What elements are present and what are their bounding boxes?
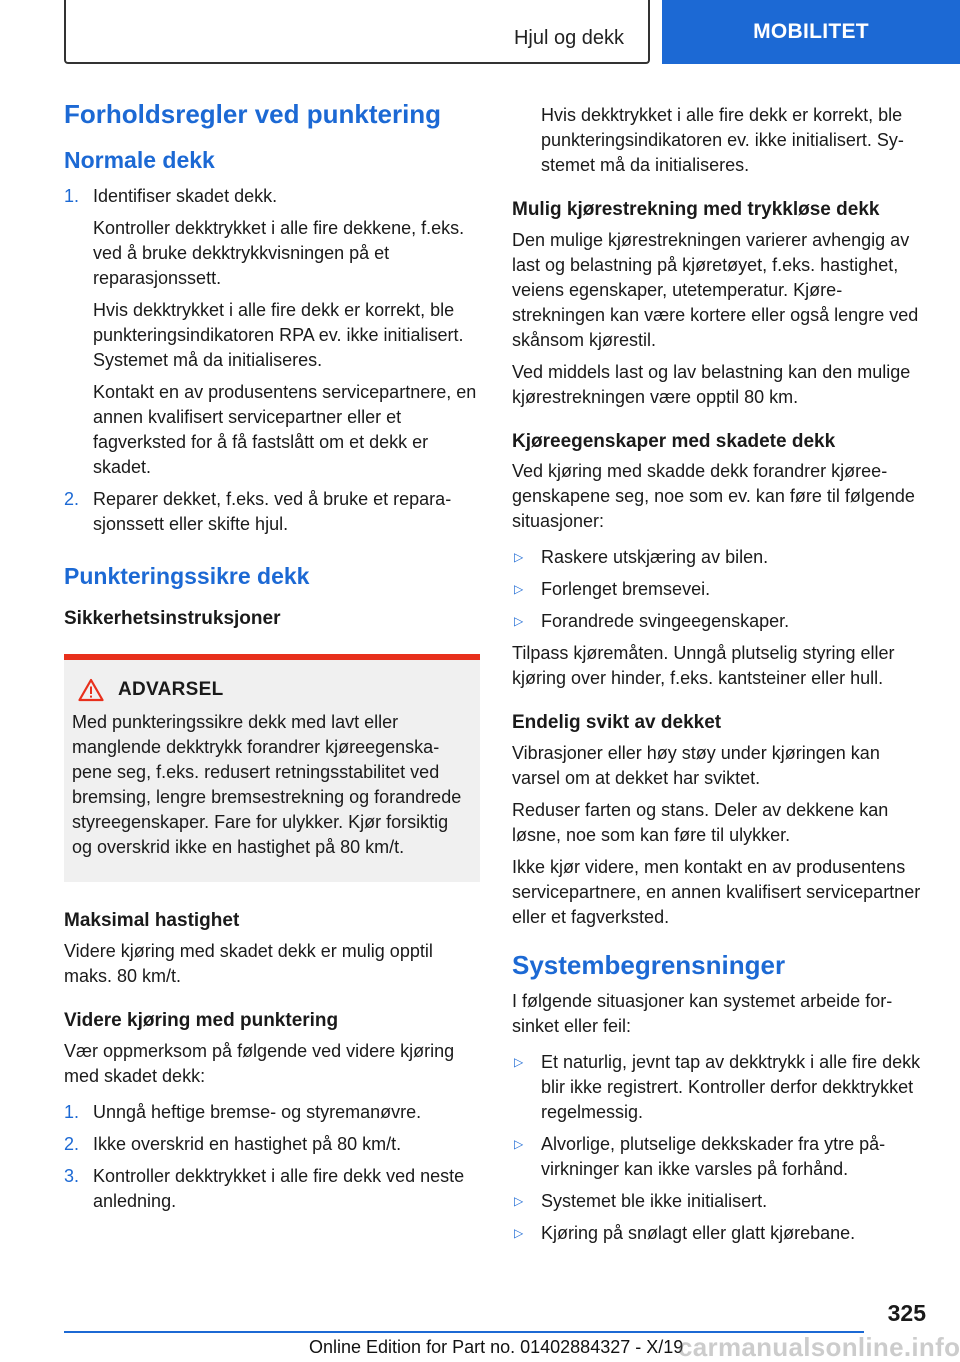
list-item	[512, 1132, 928, 1182]
paragraph: Hvis dekktrykket i alle fire dekk er korrekt, ble punkteringsindikatoren ev. ikke initialisert. Systemet må da initialiseres.	[541, 105, 904, 175]
warning-box	[64, 654, 480, 882]
paragraph: Videre kjøring med skadet dekk er mulig opptil maks. 80 km/t.	[64, 940, 433, 986]
safety-heading: Sikkerhetsinstruksjoner	[64, 607, 281, 629]
list-number: 3.	[64, 1165, 80, 1186]
paragraph: Ved kjøring med skadde dekk forandrer kjøreegenskapene seg, noe som ev. kan føre til følgende situasjoner:	[512, 461, 915, 532]
runflat-heading: Punkteringssikre dekk	[64, 562, 310, 589]
paragraph: I følgende situasjoner kan systemet arbeide forsinket eller feil:	[512, 990, 893, 1036]
list-text: Forlenget bremsevei.	[541, 579, 711, 600]
header-section-box	[64, 0, 650, 64]
triangle-bullet-icon: ▷	[514, 1136, 524, 1151]
continue-driving-heading: Videre kjøring med punktering	[64, 1009, 339, 1031]
list-item	[64, 1100, 480, 1125]
paragraph: Tilpass kjøremåten. Unngå plutselig styring eller kjøring over hinder, f.eks. kantsteiner eller hull.	[512, 643, 895, 689]
warning-triangle-icon	[78, 678, 104, 702]
max-speed-heading: Maksimal hastighet	[64, 910, 240, 932]
normal-tyres-heading: Normale dekk	[64, 146, 215, 173]
distance-heading: Mulig kjørestrekning med trykkløse dekk	[512, 199, 880, 220]
handling-heading: Kjøreegenskaper med skadete dekk	[512, 430, 836, 452]
list-text: Reparer dekket, f.eks. ved å bruke et reparasjonssett eller skifte hjul.	[93, 488, 452, 534]
list-text: Et naturlig, jevnt tap av dekktrykk i alle fire dekk blir ikke registrert. Kontroller derfor dekktrykket regelmessig.	[541, 1051, 921, 1122]
triangle-bullet-icon: ▷	[514, 1193, 524, 1208]
paragraph: Ikke kjør videre, men kontakt en av produsentens servicepartnere, en annen kvalifisert servicepartner eller et fagverksted.	[512, 856, 921, 927]
list-item	[64, 1164, 480, 1214]
triangle-bullet-icon: ▷	[514, 1225, 524, 1240]
paragraph: Kontakt en av produsentens servicepartnere, en annen kvalifisert servicepartner eller et fagverksted for å få fastslått om et dekk er skadet.	[93, 381, 477, 477]
list-text: Raskere utskjæring av bilen.	[541, 547, 769, 568]
paragraph: Ved middels last og lav belastning kan den mulige kjørestrekningen være opptil 80 km.	[512, 361, 911, 407]
page-number: 325	[887, 1300, 926, 1326]
system-limits-heading: Systembegrensninger	[512, 949, 786, 980]
header-chapter-tab[interactable]: MOBILITET	[662, 0, 960, 64]
list-item	[64, 184, 480, 209]
list-text: Forandrede svingeegenskaper.	[541, 611, 790, 632]
list-text: Ikke overskrid en hastighet på 80 km/t.	[93, 1133, 402, 1154]
list-number: 2.	[64, 488, 80, 509]
left-column	[64, 98, 480, 1221]
paragraph: Kontroller dekktrykket i alle fire dekkene, f.eks. ved å bruke dekktrykkvisningen på et reparasjonssett.	[93, 217, 465, 288]
triangle-bullet-icon: ▷	[514, 614, 524, 629]
list-text: Kontroller dekktrykket i alle fire dekk ved neste anledning.	[93, 1165, 465, 1211]
page-title: Forholdsregler ved punktering	[64, 99, 442, 129]
list-item	[512, 609, 928, 634]
triangle-bullet-icon: ▷	[514, 582, 524, 597]
list-text: Identifiser skadet dekk.	[93, 185, 278, 206]
paragraph: Vær oppmerksom på følgende ved videre kjøring med skadet dekk:	[64, 1040, 455, 1086]
list-number: 1.	[64, 185, 80, 206]
right-column	[512, 103, 928, 1253]
list-item	[512, 577, 928, 602]
paragraph: Den mulige kjørestrekningen varierer avhengig av last og belastning på kjøretøyet, f.eks. hastighet, veiens egenskaper, utetemperatur. Kjørestrekningen kan være kortere eller også lengre ved skånsom kjørestil.	[512, 229, 919, 350]
paragraph: Vibrasjoner eller høy støy under kjøringen kan varsel om at dekket har sviktet.	[512, 742, 880, 788]
list-number: 2.	[64, 1133, 80, 1154]
warning-text: Med punkteringssikre dekk med lavt eller manglende dekktrykk forandrer kjøreegenskapene seg, f.eks. redusert retningsstabilitet ved bremsing, lengre bremsestrekning og forandrede styreegenskaper. Fare for ulykker. Kjør forsiktig og overskrid ikke en hastighet på 80 km/t.	[72, 712, 462, 858]
list-text: Unngå heftige bremse- og styremanøvre.	[93, 1101, 422, 1122]
warning-header	[72, 678, 472, 702]
list-text: Kjøring på snølagt eller glatt kjørebane.	[541, 1222, 856, 1243]
list-number: 1.	[64, 1101, 80, 1122]
triangle-bullet-icon: ▷	[514, 550, 524, 565]
list-text: Systemet ble ikke initialisert.	[541, 1190, 768, 1211]
header-section-title: Hjul og dekk	[513, 27, 624, 49]
list-item	[512, 545, 928, 570]
list-item	[512, 1050, 928, 1125]
footer-edition: Online Edition for Part no. 01402884327 - X/19	[309, 1337, 684, 1357]
list-item	[64, 1132, 480, 1157]
triangle-bullet-icon: ▷	[514, 1054, 524, 1069]
paragraph: Hvis dekktrykket i alle fire dekk er korrekt, ble punkteringsindikatoren RPA ev. ikke initialisert. Systemet må da initialiseres.	[93, 299, 464, 370]
list-item	[512, 1189, 928, 1214]
paragraph: Reduser farten og stans. Deler av dekkene kan løsne, noe som kan føre til ulykker.	[512, 799, 889, 845]
warning-title: ADVARSEL	[118, 679, 224, 701]
failure-heading: Endelig svikt av dekket	[512, 712, 722, 734]
list-text: Alvorlige, plutselige dekkskader fra ytre påvirkninger kan ikke varsles på forhånd.	[541, 1133, 886, 1179]
list-item	[64, 487, 480, 537]
list-item	[512, 1221, 928, 1246]
watermark: carmanualsonline.info	[678, 1332, 960, 1362]
